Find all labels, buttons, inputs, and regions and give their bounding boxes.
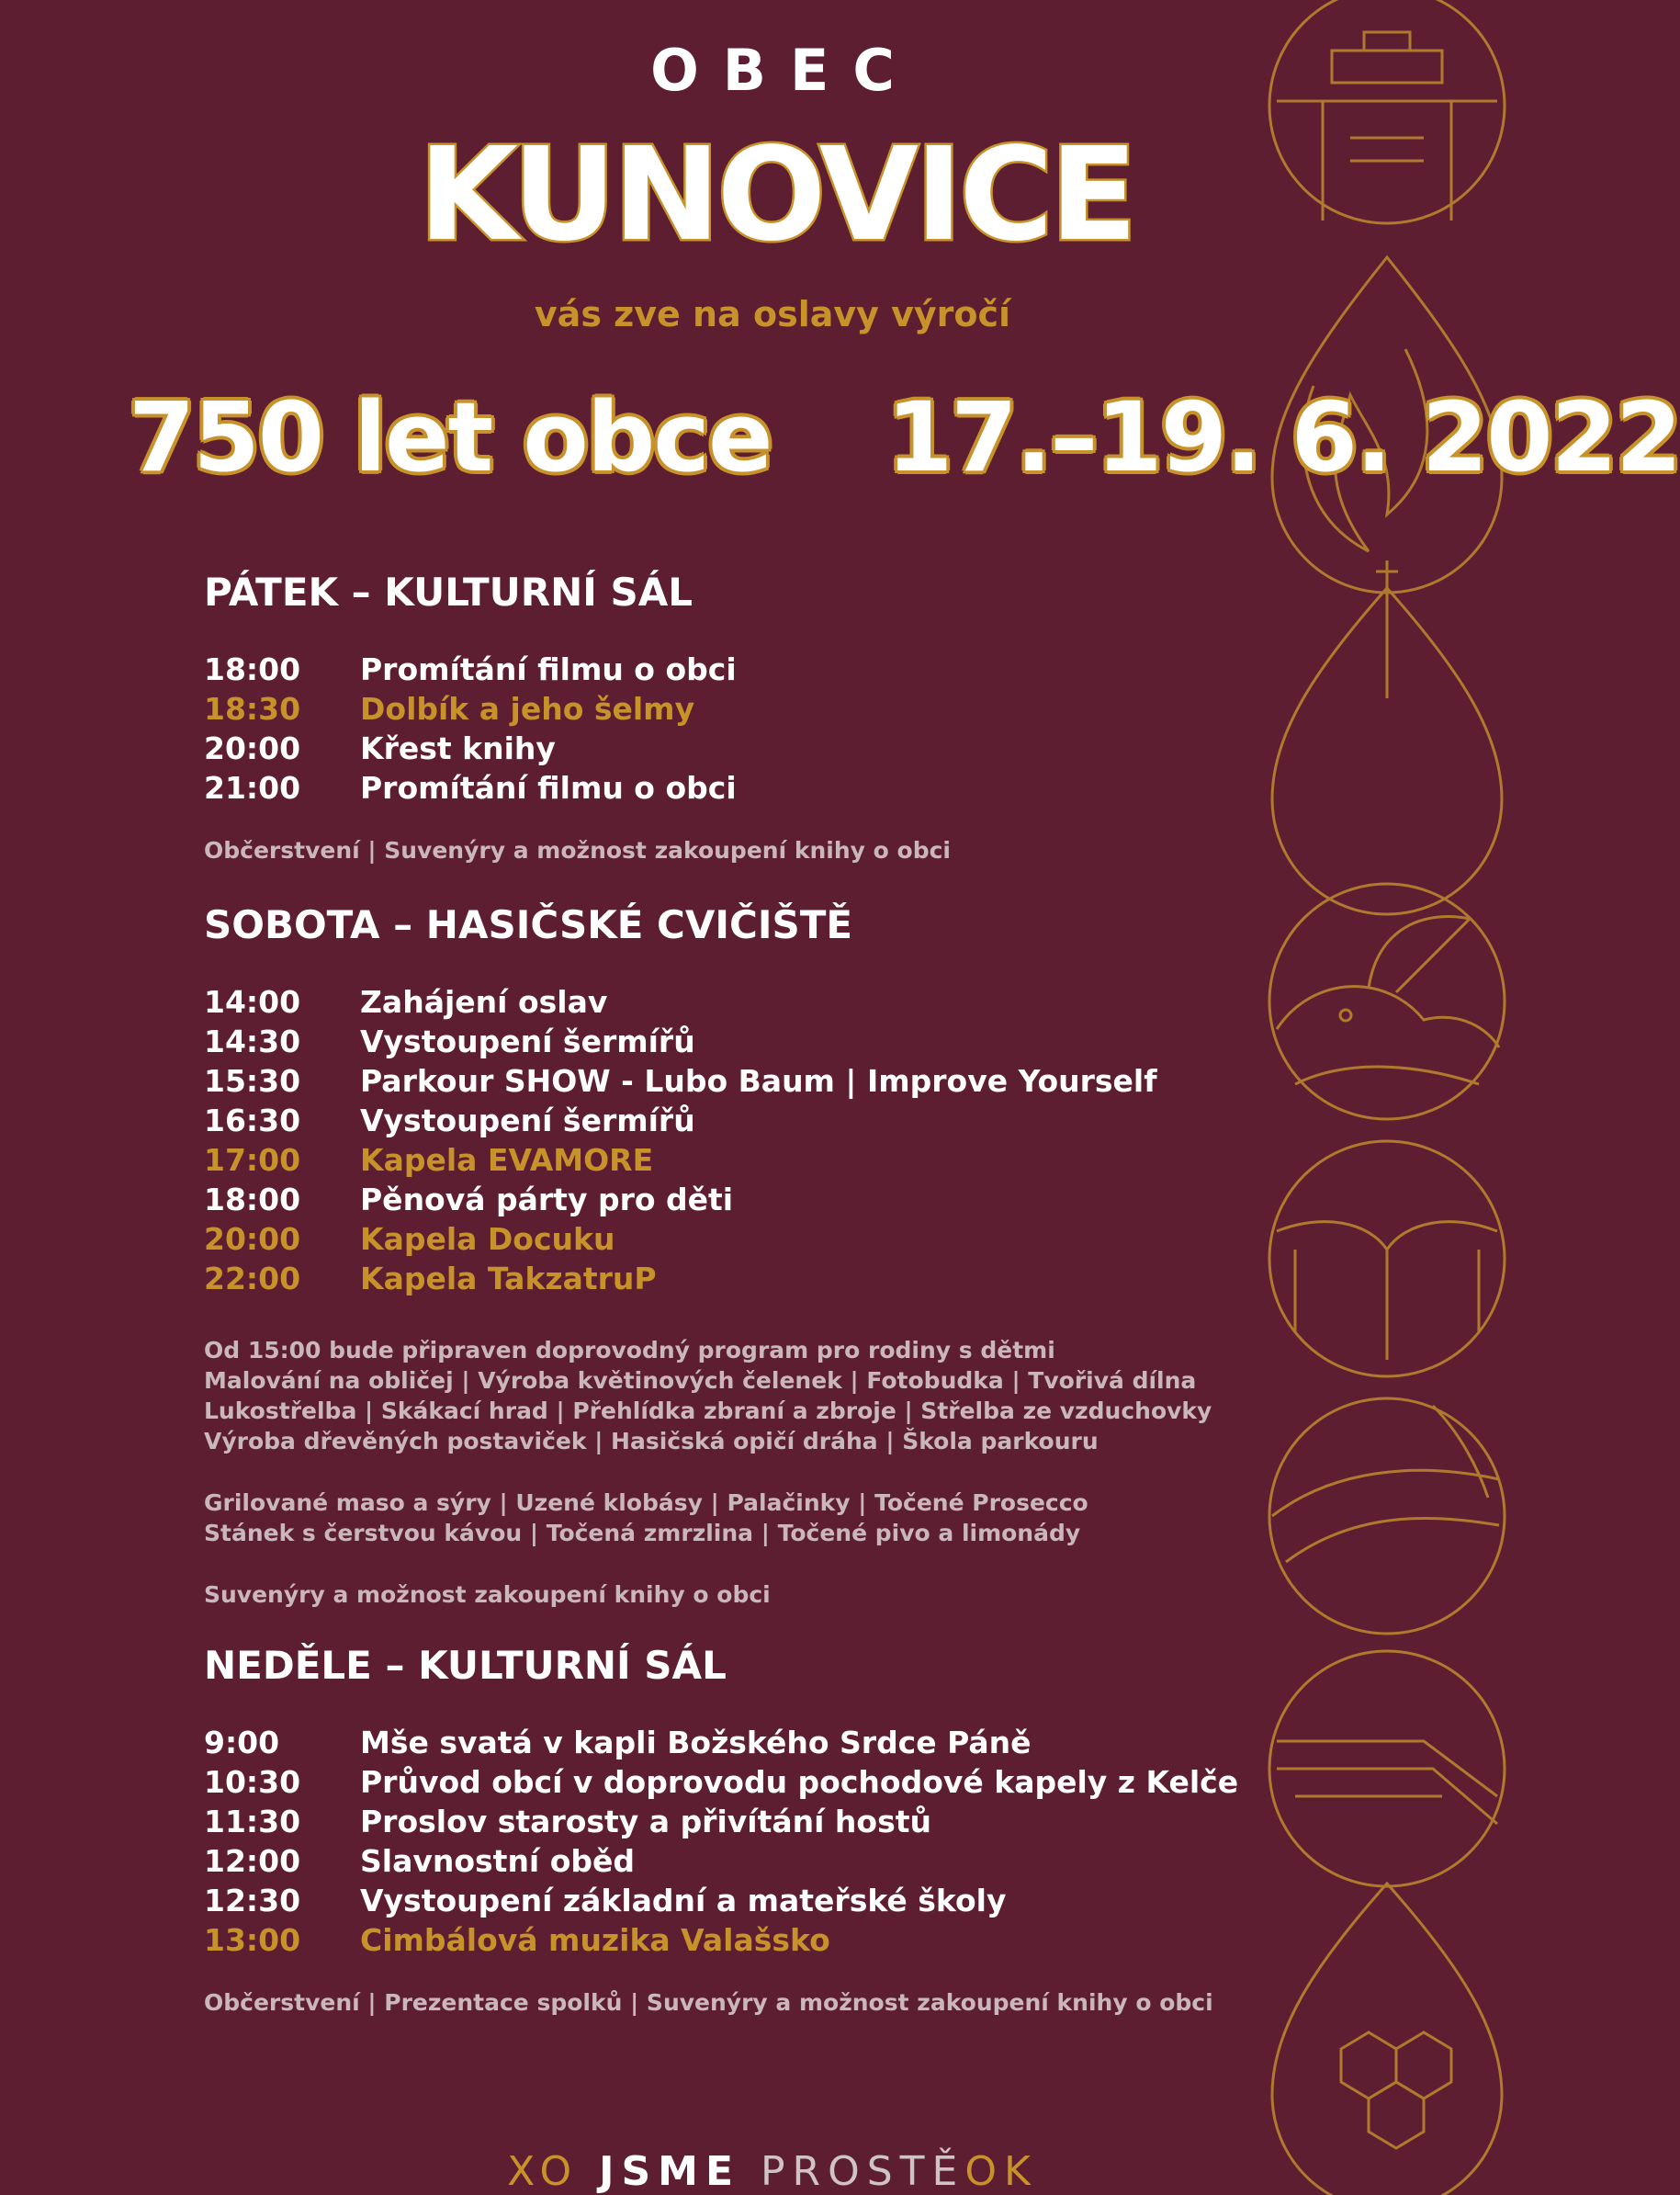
schedule-time: 10:30: [204, 1764, 301, 1800]
note-line: Suvenýry a možnost zakoupení knihy o obci: [204, 1581, 771, 1608]
friday-note: Občerstvení | Suvenýry a možnost zakoupení knihy o obci: [204, 837, 951, 864]
schedule-time: 17:00: [204, 1142, 301, 1178]
saturday-title: SOBOTA – HASIČSKÉ CVIČIŠTĚ: [204, 902, 853, 947]
schedule-label: Kapela TakzatruP: [360, 1261, 657, 1296]
saturday-family-program: [204, 1335, 1233, 1456]
note-line: Grilované maso a sýry | Uzené klobásy | Palačinky | Točené Prosecco: [204, 1489, 1088, 1516]
schedule-label: Parkour SHOW - Lubo Baum | Improve Yourself: [360, 1063, 1157, 1099]
schedule-label: Cimbálová muzika Valašsko: [360, 1922, 830, 1958]
schedule-row: [204, 1802, 1233, 1841]
building-icon: [1269, 0, 1505, 223]
sunday-section: [204, 1643, 1239, 2018]
saturday-section: [204, 902, 1233, 1610]
schedule-row: [204, 1881, 1233, 1920]
schedule-label: Křest knihy: [360, 730, 556, 766]
schedule-time: 20:00: [204, 730, 301, 766]
schedule-row: [204, 689, 1233, 729]
note-line: Lukostřelba | Skákací hrad | Přehlídka zbraní a zbroje | Střelba ze vzduchovky: [204, 1397, 1212, 1424]
schedule-time: 11:30: [204, 1804, 301, 1839]
rabbit-icon: [1269, 884, 1505, 1119]
schedule-label: Slavnostní oběd: [360, 1843, 636, 1879]
schedule-time: 14:00: [204, 984, 301, 1020]
schedule-time: 12:30: [204, 1883, 301, 1918]
schedule-label: Průvod obcí v doprovodu pochodové kapely z Kelče: [360, 1764, 1239, 1800]
schedule-row: [204, 1022, 1233, 1061]
footer-mark: XO: [507, 2148, 580, 2195]
saturday-refreshments: [204, 1488, 1233, 1548]
event-dates: 17.–19. 6. 2022: [886, 381, 1680, 493]
schedule-row: [204, 1219, 1233, 1259]
schedule-row: [204, 1841, 1233, 1881]
book-icon: [1269, 1141, 1505, 1376]
jsme-proste-ok-logo: [0, 2148, 1545, 2195]
schedule-label: Vystoupení základní a mateřské školy: [360, 1883, 1007, 1918]
kunovice-logo: [363, 120, 1190, 270]
sunday-note: Občerstvení | Prezentace spolků | Suvenýry a možnost zakoupení knihy o obci: [204, 1989, 1213, 2016]
note-line: Výroba dřevěných postaviček | Hasičská opičí dráha | Škola parkouru: [204, 1428, 1099, 1454]
obec-heading: OBEC: [650, 37, 919, 104]
schedule-label: Kapela Docuku: [360, 1221, 615, 1257]
footer-proste: PROSTĚ: [761, 2148, 965, 2195]
schedule-row: [204, 729, 1233, 768]
schedule-label: Dolbík a jeho šelmy: [360, 691, 695, 727]
schedule-time: 14:30: [204, 1024, 301, 1059]
schedule-time: 12:00: [204, 1843, 301, 1879]
schedule-time: 21:00: [204, 770, 301, 806]
schedule-label: Proslov starosty a přivítání hostů: [360, 1804, 932, 1839]
schedule-row: [204, 1920, 1233, 1960]
note-line: Malování na obličej | Výroba květinových čelenek | Fotobudka | Tvořivá dílna: [204, 1367, 1197, 1394]
schedule-time: 18:30: [204, 691, 301, 727]
schedule-label: Pěnová párty pro děti: [360, 1182, 734, 1217]
schedule-time: 18:00: [204, 651, 301, 687]
schedule-row: [204, 1180, 1233, 1219]
schedule-label: Kapela EVAMORE: [360, 1142, 654, 1178]
schedule-label: Zahájení oslav: [360, 984, 608, 1020]
schedule-row: [204, 1723, 1233, 1762]
chapel-drop-icon: [1272, 560, 1502, 914]
schedule-row: [204, 768, 1233, 808]
anniversary-title: 750 let obce: [129, 381, 772, 493]
road-icon: [1269, 1651, 1505, 1886]
footer-jsme: JSME: [599, 2148, 740, 2195]
friday-section: [204, 570, 1233, 866]
schedule-label: Mše svatá v kapli Božského Srdce Páně: [360, 1725, 1032, 1760]
schedule-time: 15:30: [204, 1063, 301, 1099]
note-line: Stánek s čerstvou kávou | Točená zmrzlina | Točené pivo a limonády: [204, 1520, 1081, 1546]
schedule-time: 20:00: [204, 1221, 301, 1257]
schedule-row: [204, 1259, 1233, 1298]
schedule-time: 22:00: [204, 1261, 301, 1296]
schedule-time: 9:00: [204, 1725, 280, 1760]
schedule-row: [204, 1061, 1233, 1101]
schedule-row: [204, 650, 1233, 689]
invitation-text: vás zve na oslavy výročí: [534, 294, 1011, 334]
schedule-label: Vystoupení šermířů: [360, 1024, 695, 1059]
schedule-time: 16:30: [204, 1103, 301, 1138]
saturday-souvenirs: [204, 1579, 1233, 1610]
friday-title: PÁTEK – KULTURNÍ SÁL: [204, 570, 693, 615]
hill-icon: [1269, 1398, 1505, 1634]
schedule-time: 13:00: [204, 1922, 301, 1958]
sunday-title: NEDĚLE – KULTURNÍ SÁL: [204, 1643, 727, 1688]
svg-text:KUNOVICE: KUNOVICE: [418, 120, 1134, 270]
schedule-row: [204, 982, 1233, 1022]
footer-ok: OK: [964, 2148, 1038, 2195]
schedule-row: [204, 1140, 1233, 1180]
schedule-row: [204, 1101, 1233, 1140]
schedule-label: Promítání filmu o obci: [360, 770, 737, 806]
note-line: Od 15:00 bude připraven doprovodný program pro rodiny s dětmi: [204, 1337, 1055, 1363]
schedule-label: Promítání filmu o obci: [360, 651, 737, 687]
schedule-label: Vystoupení šermířů: [360, 1103, 695, 1138]
schedule-time: 18:00: [204, 1182, 301, 1217]
schedule-row: [204, 1762, 1239, 1802]
